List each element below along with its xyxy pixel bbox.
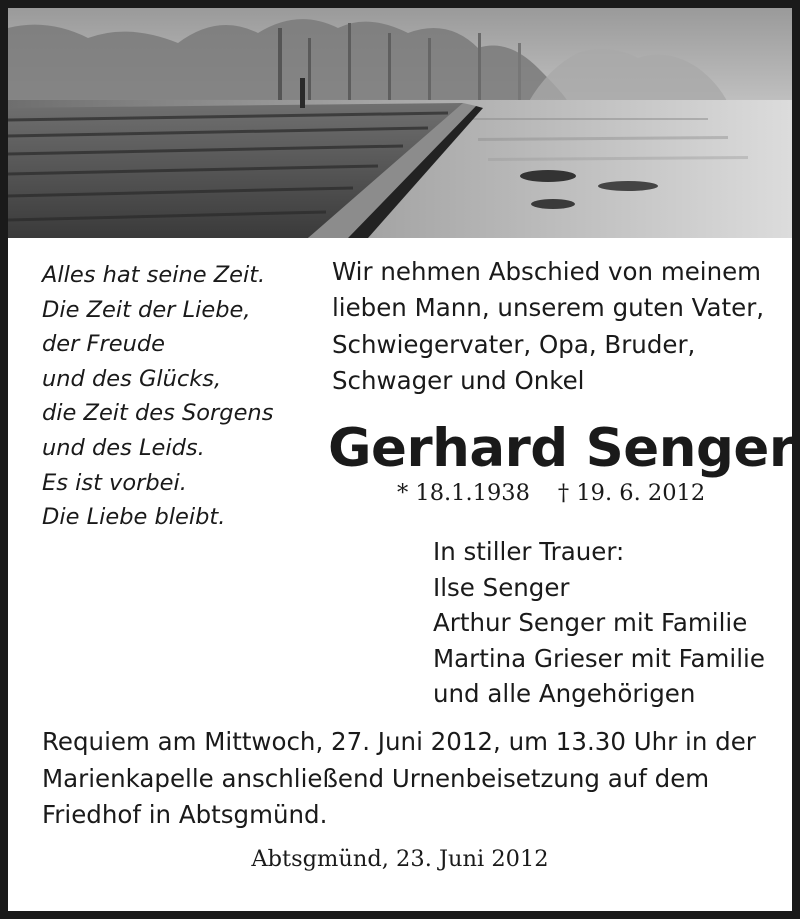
intro-line: Schwiegervater, Opa, Bruder, xyxy=(332,329,696,359)
poem xyxy=(42,258,273,535)
life-dates xyxy=(397,480,705,506)
place-and-date: Abtsgmünd, 23. Juni 2012 xyxy=(251,846,549,872)
poem-line: und des Glücks, xyxy=(42,365,222,392)
mourners-line: In stiller Trauer: xyxy=(433,537,625,566)
requiem-line: Friedhof in Abtsgmünd. xyxy=(42,800,328,829)
intro-line: Schwager und Onkel xyxy=(332,365,585,395)
poem-line: Die Liebe bleibt. xyxy=(42,504,226,531)
intro-line: Wir nehmen Abschied von meinem xyxy=(332,257,762,286)
farewell-intro xyxy=(332,254,764,399)
mourners-list xyxy=(433,534,765,712)
lake-jetty-photo xyxy=(8,8,792,238)
requiem-line: Requiem am Mittwoch, 27. Juni 2012, um 13.30 Uhr in der xyxy=(42,727,756,756)
mourners-line: Martina Grieser mit Familie xyxy=(433,643,765,673)
deceased-name: Gerhard Senger xyxy=(328,418,795,479)
poem-line: Es ist vorbei. xyxy=(42,469,187,496)
poem-line: Die Zeit der Liebe, xyxy=(42,296,251,323)
mourners-line: Arthur Senger mit Familie xyxy=(433,608,748,637)
intro-line: lieben Mann, unserem guten Vater, xyxy=(332,293,765,323)
mourners-line: Ilse Senger xyxy=(433,572,570,602)
death-date: † 19. 6. 2012 xyxy=(557,480,706,506)
requiem-notice xyxy=(42,724,756,834)
mourners-line: und alle Angehörigen xyxy=(433,679,696,708)
requiem-line: Marienkapelle anschließend Urnenbeisetzung auf dem xyxy=(42,763,710,793)
poem-line: der Freude xyxy=(42,331,165,358)
poem-line: und des Leids. xyxy=(42,434,205,461)
poem-line: Alles hat seine Zeit. xyxy=(42,262,266,288)
poem-line: die Zeit des Sorgens xyxy=(42,400,274,427)
birth-date: * 18.1.1938 xyxy=(397,480,530,506)
